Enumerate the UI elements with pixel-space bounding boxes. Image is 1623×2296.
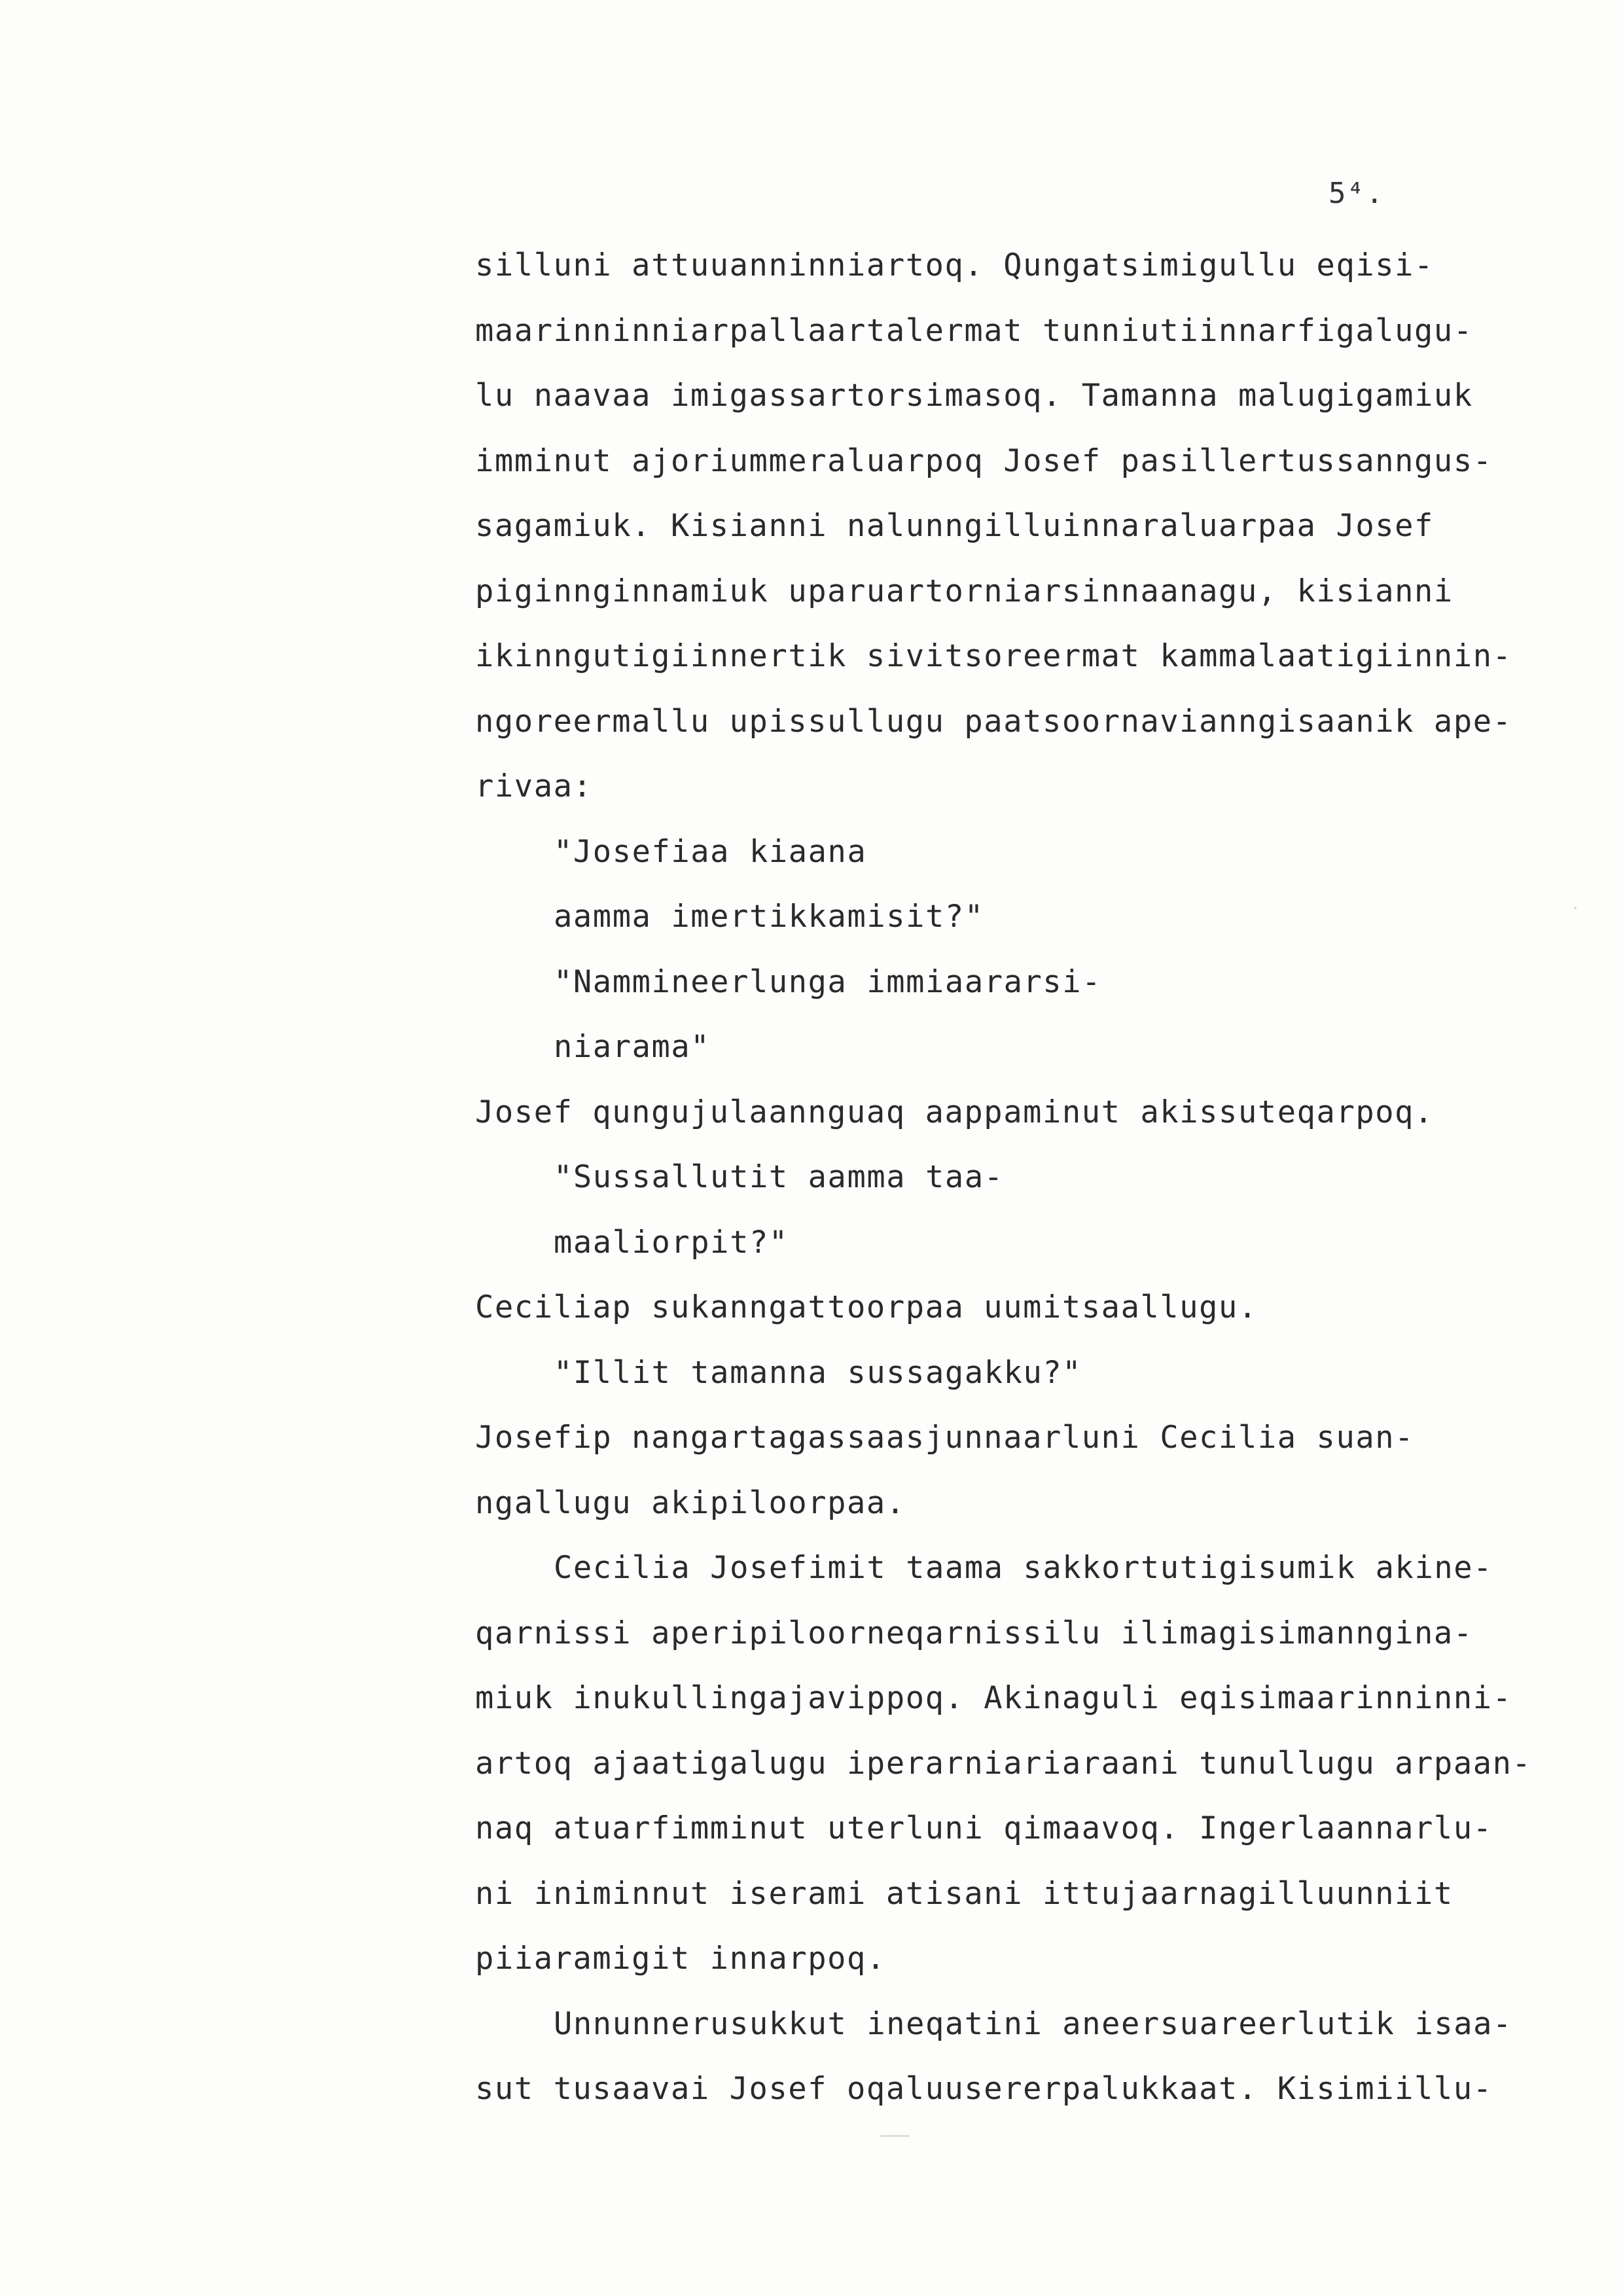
text-line: piiaramigit innarpoq.	[475, 1941, 886, 1977]
text-line: aamma imertikkamisit?"	[554, 899, 984, 935]
body-text	[475, 243, 1548, 2132]
text-line: "Josefiaa kiaana	[554, 833, 867, 870]
text-line: Unnunnerusukkut ineqatini aneersuareerlutik isaa-	[554, 2005, 1512, 2042]
text-line: qarnissi aperipiloorneqarnissilu ilimagisimanngina-	[475, 1615, 1473, 1651]
text-line: lu naavaa imigassartorsimasoq. Tamanna malugigamiuk	[475, 378, 1473, 414]
text-line: niarama"	[554, 1029, 711, 1065]
text-line: silluni attuuanninniartoq. Qungatsimigullu eqisi-	[475, 247, 1434, 283]
text-line: ngallugu akipiloorpaa.	[475, 1484, 906, 1521]
text-line: Cecilia Josefimit taama sakkortutigisumik akine-	[554, 1550, 1493, 1586]
text-line: naq atuarfimminut uterluni qimaavoq. Ingerlaannarlu-	[475, 1810, 1493, 1846]
text-line: maarinninniarpallaartalermat tunniutiinnarfigalugu-	[475, 312, 1473, 349]
text-line: miuk inukullingajavippoq. Akinaguli eqisimaarinninni-	[475, 1680, 1512, 1716]
scan-mark	[880, 2135, 910, 2137]
page-number: 5⁴.	[1329, 177, 1385, 210]
text-line: ikinngutigiinnertik sivitsoreermat kammalaatigiinnin-	[475, 638, 1512, 674]
text-line: Josef qungujulaannguaq aappaminut akissuteqarpoq.	[475, 1094, 1434, 1130]
text-line: "Nammineerlunga immiaararsi-	[554, 963, 1102, 1000]
text-line: ni iniminnut iserami atisani ittujaarnagilluunniit	[475, 1875, 1454, 1912]
text-line: artoq ajaatigalugu iperarniariaraani tunullugu arpaan-	[475, 1745, 1532, 1782]
text-line: maaliorpit?"	[554, 1224, 789, 1261]
text-line: Josefip nangartagassaasjunnaarluni Cecilia suan-	[475, 1420, 1415, 1456]
text-line: Ceciliap sukanngattoorpaa uumitsaallugu.	[475, 1289, 1258, 1325]
text-line: "Illit tamanna sussagakku?"	[554, 1354, 1082, 1391]
text-line: ngoreermallu upissullugu paatsoornavianngisaanik ape-	[475, 703, 1512, 740]
scan-mark	[1574, 906, 1577, 909]
text-line: "Sussallutit aamma taa-	[554, 1159, 1004, 1195]
text-line: piginnginnamiuk uparuartorniarsinnaanagu, kisianni	[475, 573, 1454, 609]
text-line: imminut ajoriummeraluarpoq Josef pasillertussanngus-	[475, 442, 1493, 479]
text-line: rivaa:	[475, 768, 593, 804]
text-line: sut tusaavai Josef oqaluusererpalukkaat. Kisimiillu-	[475, 2071, 1493, 2107]
text-line: sagamiuk. Kisianni nalunngilluinnaraluarpaa Josef	[475, 508, 1434, 544]
